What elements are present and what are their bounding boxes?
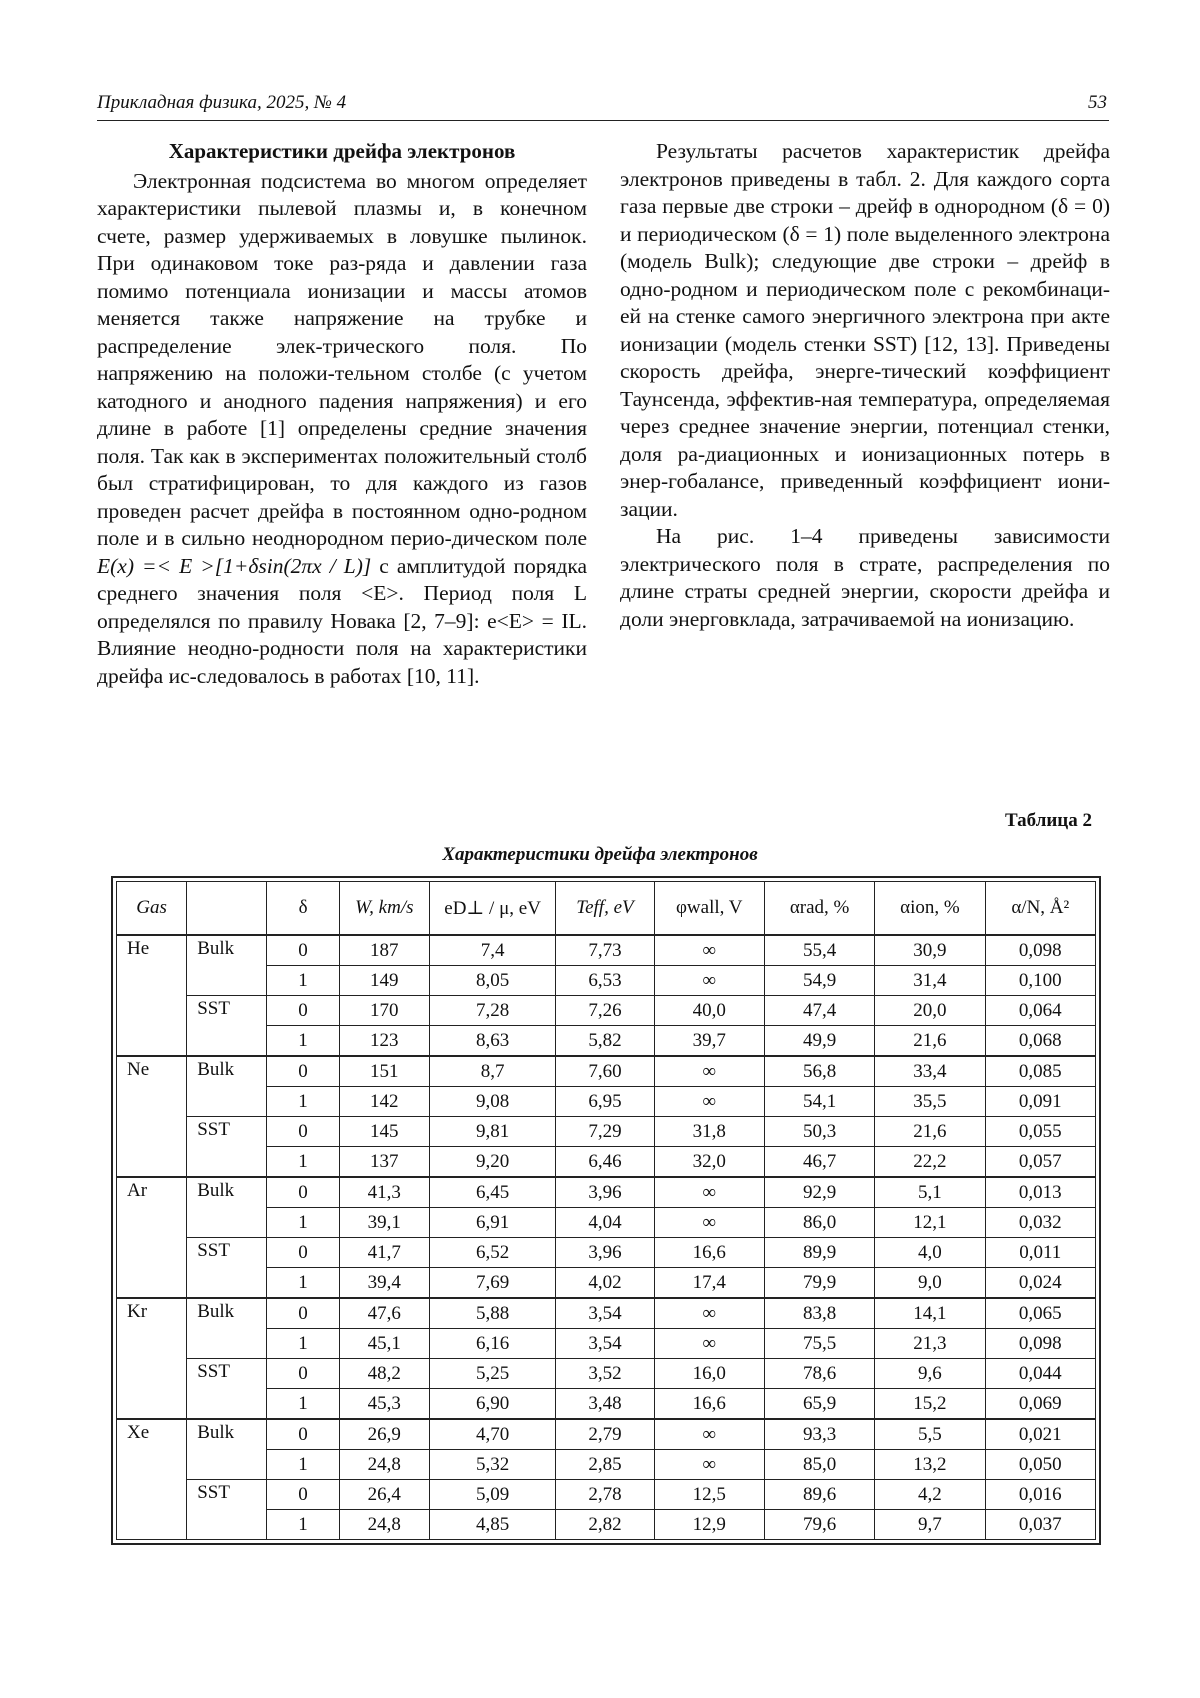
page-number: 53: [1088, 92, 1107, 113]
left-paragraph-tail: с амплитудой порядка среднего значения поля <E>. Период поля L определялся по правилу Новака [2, 7–9]: e<E> = IL. Влияние неодно-родности поля на характеристики дрейфа ис-следовалось в работах [10, 11].: [97, 553, 588, 688]
table-cell: 7,4: [429, 935, 555, 966]
table-cell: 89,9: [764, 1238, 874, 1268]
table-cell: 3,96: [556, 1238, 654, 1268]
table-cell: 12,5: [654, 1480, 764, 1510]
table-cell: 24,8: [339, 1510, 429, 1540]
table-cell: 12,1: [875, 1208, 985, 1238]
table-header-cell: δ: [267, 882, 339, 936]
model-cell: SST: [187, 1238, 267, 1299]
table-cell: 1: [267, 1087, 339, 1117]
gas-cell: He: [117, 935, 187, 1056]
table-cell: ∞: [654, 935, 764, 966]
section-title: Характеристики дрейфа электронов: [168, 139, 516, 163]
table-cell: 2,82: [556, 1510, 654, 1540]
table-body: [117, 935, 1096, 1540]
table-cell: 9,81: [429, 1117, 555, 1147]
table-row: [117, 1238, 1096, 1268]
table-cell: 26,4: [339, 1480, 429, 1510]
table-cell: 0: [267, 1419, 339, 1450]
table-row: [117, 1419, 1096, 1450]
table-cell: 54,9: [764, 966, 874, 996]
gas-cell: Kr: [117, 1298, 187, 1419]
table-cell: 32,0: [654, 1147, 764, 1178]
table-cell: ∞: [654, 1087, 764, 1117]
model-cell: Bulk: [187, 1177, 267, 1238]
table-cell: 39,7: [654, 1026, 764, 1057]
table-cell: 8,63: [429, 1026, 555, 1057]
table-cell: 0: [267, 1480, 339, 1510]
table-cell: 20,0: [875, 996, 985, 1026]
table-cell: 0,100: [985, 966, 1095, 996]
table-cell: 7,28: [429, 996, 555, 1026]
table-label: Таблица 2: [1004, 810, 1092, 831]
table-cell: 0,032: [985, 1208, 1095, 1238]
table-cell: 12,9: [654, 1510, 764, 1540]
table-row: [117, 1117, 1096, 1147]
table-cell: 4,85: [429, 1510, 555, 1540]
table-cell: 170: [339, 996, 429, 1026]
right-paragraph-1: Результаты расчетов характеристик дрейфа электронов приведены в табл. 2. Для каждого сорта газа первые две строки – дрейф в однородном (δ = 0) и периодическом (δ = 1) поле выделенного электрона (модель Bulk); следующие две строки – дрейф в одно-родном и периодическом поле с рекомбинаци-ей на стенке самого энергичного электрона при акте ионизации (модель стенки SST) [12, 13]. Приведены скорость дрейфа, энерге-тический коэффициент Таунсенда, эффектив-ная температура, определяемая через среднее значение энергии, потенциал стенки, доля ра-диационных и ионизационных потерь в энер-гобалансе, приведенный коэффициент иони-зации.: [620, 139, 1110, 521]
table-cell: 54,1: [764, 1087, 874, 1117]
right-paragraph-2: На рис. 1–4 приведены зависимости электрического поля в страте, распределения по длине страты средней энергии, скорости дрейфа и доли энерговклада, затрачиваемой на ионизацию.: [620, 524, 1110, 631]
table-cell: 5,82: [556, 1026, 654, 1057]
table-header-row: [117, 882, 1096, 936]
model-cell: Bulk: [187, 1298, 267, 1359]
model-cell: SST: [187, 1117, 267, 1178]
table-cell: 0,011: [985, 1238, 1095, 1268]
table-cell: 3,96: [556, 1177, 654, 1208]
table-header-cell: Teff, eV: [556, 882, 654, 936]
table-cell: 0: [267, 1056, 339, 1087]
running-header: [97, 92, 1109, 121]
table-cell: 13,2: [875, 1450, 985, 1480]
table-cell: 1: [267, 1268, 339, 1299]
table-cell: ∞: [654, 1056, 764, 1087]
table-cell: 6,52: [429, 1238, 555, 1268]
table-cell: 2,79: [556, 1419, 654, 1450]
table-cell: 0: [267, 1298, 339, 1329]
table-cell: 92,9: [764, 1177, 874, 1208]
table-cell: 6,90: [429, 1389, 555, 1420]
table-cell: 5,1: [875, 1177, 985, 1208]
table-row: [117, 1480, 1096, 1510]
table-cell: 8,05: [429, 966, 555, 996]
table-cell: 49,9: [764, 1026, 874, 1057]
table-row: [117, 996, 1096, 1026]
table-cell: 1: [267, 1389, 339, 1420]
table-cell: 46,7: [764, 1147, 874, 1178]
table-row: [117, 1298, 1096, 1329]
table-header-cell: [187, 882, 267, 936]
table-cell: 33,4: [875, 1056, 985, 1087]
table-cell: 0,064: [985, 996, 1095, 1026]
table-cell: 48,2: [339, 1359, 429, 1389]
table-cell: 6,95: [556, 1087, 654, 1117]
table-cell: 0,024: [985, 1268, 1095, 1299]
table-cell: 26,9: [339, 1419, 429, 1450]
table-cell: 7,26: [556, 996, 654, 1026]
table-cell: 6,53: [556, 966, 654, 996]
table-cell: 0,085: [985, 1056, 1095, 1087]
table-cell: 30,9: [875, 935, 985, 966]
table-cell: 6,16: [429, 1329, 555, 1359]
table-cell: 55,4: [764, 935, 874, 966]
table-cell: 0: [267, 1117, 339, 1147]
table-cell: 6,46: [556, 1147, 654, 1178]
table-cell: 16,6: [654, 1238, 764, 1268]
table-cell: ∞: [654, 1298, 764, 1329]
table-cell: 56,8: [764, 1056, 874, 1087]
table-cell: 142: [339, 1087, 429, 1117]
table-cell: 17,4: [654, 1268, 764, 1299]
table-cell: 93,3: [764, 1419, 874, 1450]
table-cell: 78,6: [764, 1359, 874, 1389]
table-cell: 4,04: [556, 1208, 654, 1238]
table-cell: 0,021: [985, 1419, 1095, 1450]
table-cell: 47,6: [339, 1298, 429, 1329]
table-cell: 9,7: [875, 1510, 985, 1540]
gas-cell: Ne: [117, 1056, 187, 1177]
table-cell: 137: [339, 1147, 429, 1178]
table-cell: 39,4: [339, 1268, 429, 1299]
drift-table: [116, 881, 1096, 1540]
gas-cell: Xe: [117, 1419, 187, 1540]
table-cell: 7,73: [556, 935, 654, 966]
table-cell: 1: [267, 1510, 339, 1540]
table-cell: 31,4: [875, 966, 985, 996]
table-cell: 21,6: [875, 1026, 985, 1057]
table-cell: 1: [267, 966, 339, 996]
table-header-cell: αrad, %: [764, 882, 874, 936]
table-cell: 0,068: [985, 1026, 1095, 1057]
table-row: [117, 1359, 1096, 1389]
table-cell: 22,2: [875, 1147, 985, 1178]
table-cell: 9,6: [875, 1359, 985, 1389]
table-cell: 24,8: [339, 1450, 429, 1480]
table-cell: 5,88: [429, 1298, 555, 1329]
table-cell: 0,037: [985, 1510, 1095, 1540]
table-cell: 85,0: [764, 1450, 874, 1480]
right-column: [620, 138, 1110, 633]
table-header-cell: α/N, Å²: [985, 882, 1095, 936]
table-cell: 149: [339, 966, 429, 996]
table-cell: 5,5: [875, 1419, 985, 1450]
table-cell: 40,0: [654, 996, 764, 1026]
table-cell: 4,0: [875, 1238, 985, 1268]
table-cell: 41,3: [339, 1177, 429, 1208]
table-cell: 75,5: [764, 1329, 874, 1359]
table-cell: 1: [267, 1329, 339, 1359]
table-cell: 39,1: [339, 1208, 429, 1238]
table-cell: 7,69: [429, 1268, 555, 1299]
left-column: [97, 138, 587, 690]
table-cell: 3,48: [556, 1389, 654, 1420]
table-cell: 21,6: [875, 1117, 985, 1147]
table-cell: 0,057: [985, 1147, 1095, 1178]
table-cell: 89,6: [764, 1480, 874, 1510]
table-cell: 4,02: [556, 1268, 654, 1299]
table-cell: 45,3: [339, 1389, 429, 1420]
table-cell: 0,016: [985, 1480, 1095, 1510]
table-cell: 0,055: [985, 1117, 1095, 1147]
table-cell: 1: [267, 1147, 339, 1178]
table-header-cell: eD⊥ / μ, eV: [429, 882, 555, 936]
table-cell: 4,70: [429, 1419, 555, 1450]
table-cell: 16,6: [654, 1389, 764, 1420]
table-frame: [111, 876, 1101, 1545]
table-cell: 0,098: [985, 935, 1095, 966]
table-cell: 9,0: [875, 1268, 985, 1299]
table-cell: 0,065: [985, 1298, 1095, 1329]
model-cell: SST: [187, 1480, 267, 1540]
table-cell: 50,3: [764, 1117, 874, 1147]
table-cell: 7,60: [556, 1056, 654, 1087]
table-cell: 5,32: [429, 1450, 555, 1480]
gas-cell: Ar: [117, 1177, 187, 1298]
table-header-cell: φwall, V: [654, 882, 764, 936]
table-cell: 0,098: [985, 1329, 1095, 1359]
table-cell: 0,044: [985, 1359, 1095, 1389]
table-cell: 65,9: [764, 1389, 874, 1420]
table-cell: 45,1: [339, 1329, 429, 1359]
table-cell: 3,52: [556, 1359, 654, 1389]
table-header-cell: Gas: [117, 882, 187, 936]
table-cell: 1: [267, 1026, 339, 1057]
table-cell: 15,2: [875, 1389, 985, 1420]
table-cell: 0: [267, 1238, 339, 1268]
table-cell: 3,54: [556, 1298, 654, 1329]
table-cell: 79,9: [764, 1268, 874, 1299]
table-cell: 0: [267, 935, 339, 966]
table-cell: 47,4: [764, 996, 874, 1026]
table-cell: 0,091: [985, 1087, 1095, 1117]
table-cell: 21,3: [875, 1329, 985, 1359]
table-cell: 187: [339, 935, 429, 966]
table-cell: 2,85: [556, 1450, 654, 1480]
model-cell: Bulk: [187, 1056, 267, 1117]
model-cell: SST: [187, 1359, 267, 1420]
table-cell: 0,069: [985, 1389, 1095, 1420]
table-cell: 0: [267, 1359, 339, 1389]
table-cell: ∞: [654, 1450, 764, 1480]
table-row: [117, 1177, 1096, 1208]
field-formula: E(x) =< E >[1+δsin(2πx / L)]: [97, 553, 372, 578]
table-cell: 7,29: [556, 1117, 654, 1147]
model-cell: Bulk: [187, 1419, 267, 1480]
table-cell: 86,0: [764, 1208, 874, 1238]
table-cell: 1: [267, 1208, 339, 1238]
table-cell: 145: [339, 1117, 429, 1147]
table-cell: 6,91: [429, 1208, 555, 1238]
table-cell: 83,8: [764, 1298, 874, 1329]
table-cell: 1: [267, 1450, 339, 1480]
table-cell: 16,0: [654, 1359, 764, 1389]
table-cell: 4,2: [875, 1480, 985, 1510]
left-paragraph: [97, 168, 587, 691]
table-cell: 6,45: [429, 1177, 555, 1208]
table-cell: 8,7: [429, 1056, 555, 1087]
table-cell: 151: [339, 1056, 429, 1087]
table-cell: 14,1: [875, 1298, 985, 1329]
model-cell: Bulk: [187, 935, 267, 996]
table-cell: 0,050: [985, 1450, 1095, 1480]
table-caption: Характеристики дрейфа электронов: [442, 844, 758, 865]
table-row: [117, 1056, 1096, 1087]
table-cell: 3,54: [556, 1329, 654, 1359]
journal-name: Прикладная физика, 2025, № 4: [97, 92, 347, 113]
table-cell: ∞: [654, 1208, 764, 1238]
table-cell: 9,20: [429, 1147, 555, 1178]
table-cell: 5,09: [429, 1480, 555, 1510]
table-cell: 0,013: [985, 1177, 1095, 1208]
table-cell: 2,78: [556, 1480, 654, 1510]
table-cell: 0: [267, 1177, 339, 1208]
table-cell: 31,8: [654, 1117, 764, 1147]
table-cell: 79,6: [764, 1510, 874, 1540]
table-cell: ∞: [654, 1419, 764, 1450]
table-row: [117, 935, 1096, 966]
table-cell: 35,5: [875, 1087, 985, 1117]
model-cell: SST: [187, 996, 267, 1057]
table-cell: 41,7: [339, 1238, 429, 1268]
table-cell: 9,08: [429, 1087, 555, 1117]
table-cell: 5,25: [429, 1359, 555, 1389]
table-cell: ∞: [654, 1177, 764, 1208]
table-cell: 123: [339, 1026, 429, 1057]
table-header-cell: αion, %: [875, 882, 985, 936]
table-header-cell: W, km/s: [339, 882, 429, 936]
table-cell: ∞: [654, 1329, 764, 1359]
table-cell: 0: [267, 996, 339, 1026]
left-paragraph-text: Электронная подсистема во многом определяет характеристики пылевой плазмы и, в конечном счете, размер удерживаемых в ловушке пылинок. При одинаковом токе раз-ряда и давлении газа помимо потенциала ионизации и массы атомов меняется также напряжение на трубке и распределение элек-трического поля. По напряжению на положи-тельном столбе (с учетом катодного и анодного падения напряжения) и его длине в работе [1] определены средние значения поля. Так как в экспериментах положительный столб был стратифицирован, то для каждого из газов проведен расчет дрейфа в постоянном одно-родном поле и в сильно неоднородном перио-дическом поле: [97, 168, 587, 550]
table-cell: ∞: [654, 966, 764, 996]
